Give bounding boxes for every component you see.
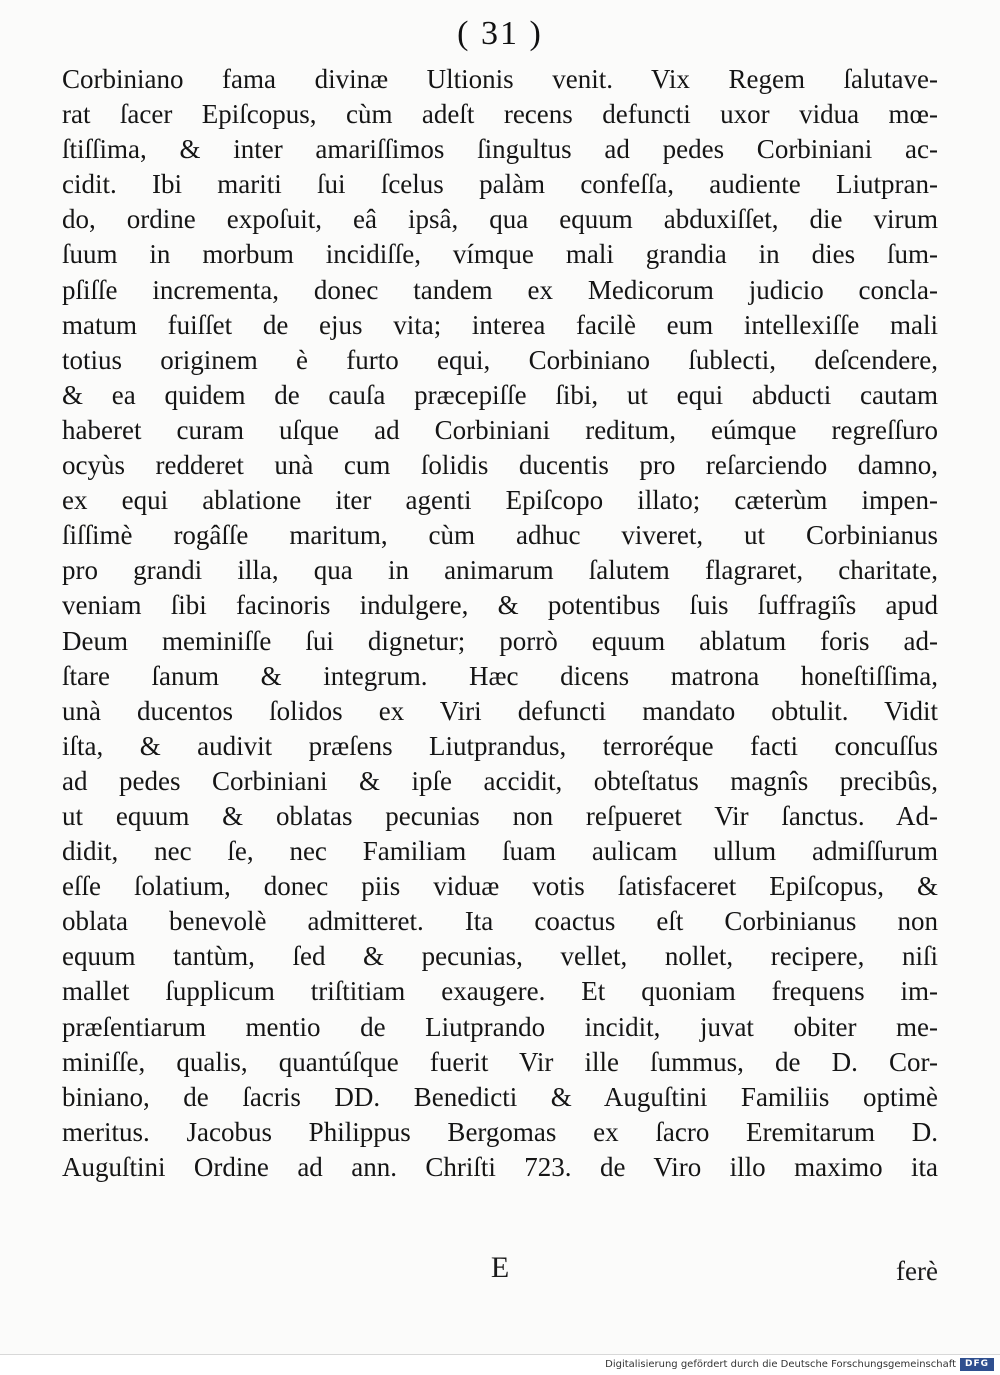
- text-line: ad pedes Corbiniani & ipſe accidit, obteſtatus magnîs precibûs,: [62, 765, 938, 796]
- text-line: didit, nec ſe, nec Familiam ſuam aulicam ullum admiſſurum: [62, 836, 938, 867]
- text-line: cidit. Ibi mariti ſui ſcelus palàm confeſſa, audiente Liutpran-: [62, 169, 938, 200]
- text-line: do, ordine expoſuit, eâ ipsâ, qua equum abduxiſſet, die virum: [62, 204, 938, 235]
- text-line: pſiſſe incrementa, donec tandem ex Medicorum judicio concla-: [62, 274, 938, 305]
- text-line: ut equum & oblatas pecunias non reſpueret Vir ſanctus. Ad-: [62, 800, 938, 831]
- text-line: ſiſſimè rogâſſe maritum, cùm adhuc viveret, ut Corbinianus: [62, 520, 938, 551]
- text-line: Corbiniano fama divinæ Ultionis venit. Vix Regem ſalutave-: [62, 64, 938, 94]
- text-line: ex equi ablatione iter agenti Epiſcopo illato; cæterùm impen-: [62, 485, 938, 516]
- text-line: Deum meminiſſe ſui dignetur; porrò equum ablatum foris ad-: [62, 625, 938, 656]
- text-line: ſuum in morbum incidiſſe, vímque mali grandia in dies ſum-: [62, 239, 938, 270]
- signature-mark: E: [490, 1251, 510, 1284]
- text-line: pro grandi illa, qua in animarum ſalutem flagraret, charitate,: [62, 555, 938, 586]
- text-line: totius originem è furto equi, Corbiniano ſublecti, deſcendere,: [62, 344, 938, 375]
- body-text: [62, 62, 938, 1185]
- text-line: iſta, & audivit præſens Liutprandus, terroréque facti concuſſus: [62, 730, 938, 761]
- page-number: ( 31 ): [457, 15, 543, 52]
- text-line: præſentiarum mentio de Liutprando incidit, juvat obiter me-: [62, 1011, 938, 1042]
- text-line: unà ducentos ſolidos ex Viri defuncti mandato obtulit. Vidit: [62, 695, 938, 726]
- text-line: eſſe ſolatium, donec piis viduæ votis ſatisfaceret Epiſcopus, &: [62, 871, 938, 902]
- text-line: ocyùs redderet unà cum ſolidis ducentis pro reſarciendo damno,: [62, 450, 938, 481]
- text-line: biniano, de ſacris DD. Benedicti & Auguſtini Familiis optimè: [62, 1081, 938, 1112]
- text-line: mallet ſupplicum triſtitiam exaugere. Et quoniam frequens im-: [62, 976, 938, 1007]
- funding-bar: [0, 1354, 1000, 1375]
- text-line: veniam ſibi facinoris indulgere, & potentibus ſuis ſuffragiîs apud: [62, 590, 938, 621]
- text-line: Auguſtini Ordine ad ann. Chriſti 723. de Viro illo maximo ita: [62, 1151, 938, 1182]
- text-line: haberet curam uſque ad Corbiniani reditum, eúmque regreſſuro: [62, 414, 938, 445]
- text-line: oblata benevolè admitteret. Ita coactus eſt Corbinianus non: [62, 906, 938, 937]
- text-line: & ea quidem de cauſa præcepiſſe ſibi, ut equi abducti cautam: [62, 379, 938, 410]
- catchword: ferè: [896, 1256, 938, 1286]
- text-line: ſtare ſanum & integrum. Hæc dicens matrona honeſtiſſima,: [62, 660, 938, 691]
- text-line: ſtiſſima, & inter amariſſimos ſingultus ad pedes Corbiniani ac-: [62, 134, 938, 165]
- text-line: miniſſe, qualis, quantúſque fuerit Vir ille ſummus, de D. Cor-: [62, 1046, 938, 1077]
- dfg-logo-icon: DFG: [960, 1358, 994, 1371]
- text-line: rat ſacer Epiſcopus, cùm adeſt recens defuncti uxor vidua mœ-: [62, 99, 938, 130]
- text-line: equum tantùm, ſed & pecunias, vellet, nollet, recipere, niſi: [62, 941, 938, 972]
- page-footer: [62, 1250, 938, 1290]
- text-line: meritus. Jacobus Philippus Bergomas ex ſacro Eremitarum D.: [62, 1116, 938, 1147]
- funding-notice: Digitalisierung gefördert durch die Deutsche Forschungsgemeinschaft: [605, 1359, 956, 1370]
- text-line: matum fuiſſet de ejus vita; interea facilè eum intellexiſſe mali: [62, 309, 938, 340]
